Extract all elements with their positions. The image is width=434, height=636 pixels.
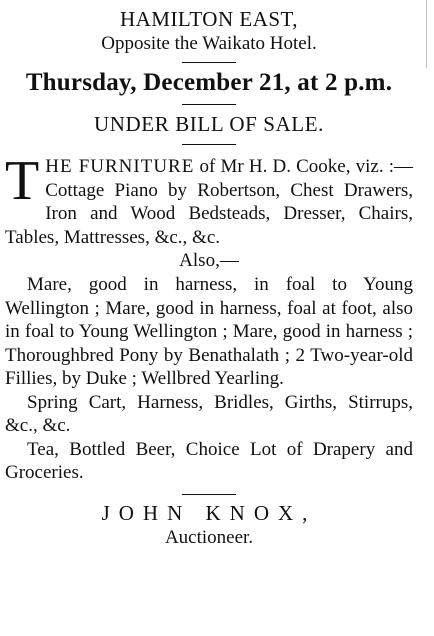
auctioneer-role: Auctioneer.: [164, 526, 254, 548]
separator-rule: [182, 104, 236, 105]
column-edge-rule: [426, 0, 427, 68]
address-line: Opposite the Waikato Hotel.: [101, 33, 317, 54]
livestock-paragraph: Mare, good in harness, in foal to Young Wellington ; Mare, good in harness, foal at foot, also in foal to Young Wellington ; Mare, good in harness ; Thoroughbred Pony by Benathalath ; 2 Two-year-old Fillies, by Duke ; Wellbred Yearling.: [5, 274, 413, 389]
separator-rule: [182, 144, 236, 145]
furniture-paragraph: [5, 150, 413, 249]
vehicles-paragraph: Spring Cart, Harness, Bridles, Girths, Stirrups, &c., &c.: [5, 391, 413, 436]
furniture-heading-word: HE FURNITURE: [45, 156, 195, 177]
groceries-paragraph: Tea, Bottled Beer, Choice Lot of Drapery and Groceries.: [5, 438, 413, 483]
also-line: Also,—: [179, 250, 239, 271]
date-time-heading: Thursday, December 21, at 2 p.m.: [25, 69, 393, 96]
sale-type-heading: UNDER BILL OF SALE.: [94, 112, 324, 136]
drop-cap-letter: T: [5, 150, 40, 212]
location-heading: HAMILTON EAST,: [119, 7, 299, 31]
separator-rule: [182, 62, 236, 63]
auctioneer-name: JOHN KNOX,: [101, 500, 317, 525]
auction-advertisement: [5, 0, 413, 550]
furniture-details: of Mr H. D. Cooke, viz. :—Cottage Piano by Robertson, Chest Drawers, Iron and Wood Bedsteads, Dresser, Chairs, Tables, Mattresses, &c., &c.: [5, 156, 413, 248]
separator-rule: [182, 494, 236, 495]
